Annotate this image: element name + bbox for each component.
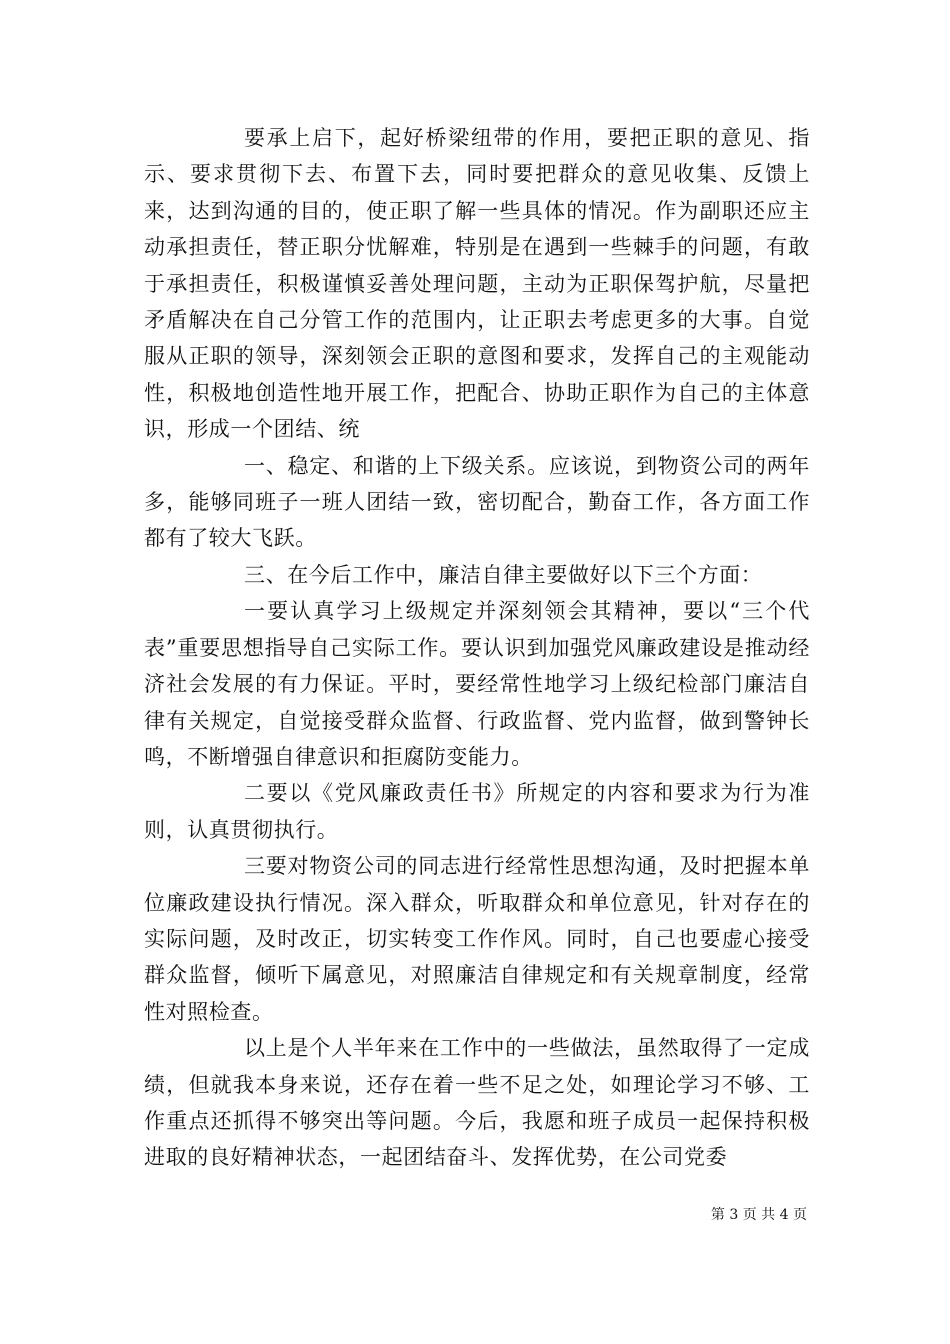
paragraph-3: 三、在今后工作中，廉洁自律主要做好以下三个方面： xyxy=(244,562,763,587)
document-body xyxy=(144,120,810,1176)
paragraph-1: 要承上启下，起好桥梁纽带的作用，要把正职的意见、指示、要求贯彻下去、布置下去，同时要把群众的意见收集、反馈上来，达到沟通的目的，使正职了解一些具体的情况。作为副职还应主动承担责任，替正职分忧解难，特别是在遇到一些棘手的问题，有敢于承担责任，积极谨慎妥善处理问题，主动为正职保驾护航，尽量把矛盾解决在自己分管工作的范围内，让正职去考虑更多的大事。自觉服从正职的领导，深刻领会正职的意图和要求，发挥自己的主观能动性，积极地创造性地开展工作，把配合、协助正职作为自己的主体意识，形成一个团结、统 xyxy=(144,126,810,442)
paragraph-2: 一、稳定、和谐的上下级关系。应该说，到物资公司的两年多，能够同班子一班人团结一致，密切配合，勤奋工作，各方面工作都有了较大飞跃。 xyxy=(144,453,810,551)
paragraph-7: 以上是个人半年来在工作中的一些做法，虽然取得了一定成绩，但就我本身来说，还存在着一些不足之处，如理论学习不够、工作重点还抓得不够突出等问题。今后，我愿和班子成员一起保持积极进取的良好精神状态，一起团结奋斗、发挥优势，在公司党委 xyxy=(144,1036,810,1170)
paragraph-5: 二要以《党风廉政责任书》所规定的内容和要求为行为准则，认真贯彻执行。 xyxy=(144,781,810,842)
paragraph-4: 一要认真学习上级规定并深刻领会其精神，要以“三个代表”重要思想指导自己实际工作。要认识到加强党风廉政建设是推动经济社会发展的有力保证。平时，要经常性地学习上级纪检部门廉洁自律有关规定，自觉接受群众监督、行政监督、党内监督，做到警钟长鸣，不断增强自律意识和拒腐防变能力。 xyxy=(144,599,810,769)
page-number-footer: 第 3 页 共 4 页 xyxy=(710,1207,807,1223)
paragraph-6: 三要对物资公司的同志进行经常性思想沟通，及时把握本单位廉政建设执行情况。深入群众，听取群众和单位意见，针对存在的实际问题，及时改正，切实转变工作作风。同时，自己也要虚心接受群众监督，倾听下属意见，对照廉洁自律规定和有关规章制度，经常性对照检查。 xyxy=(144,854,810,1024)
